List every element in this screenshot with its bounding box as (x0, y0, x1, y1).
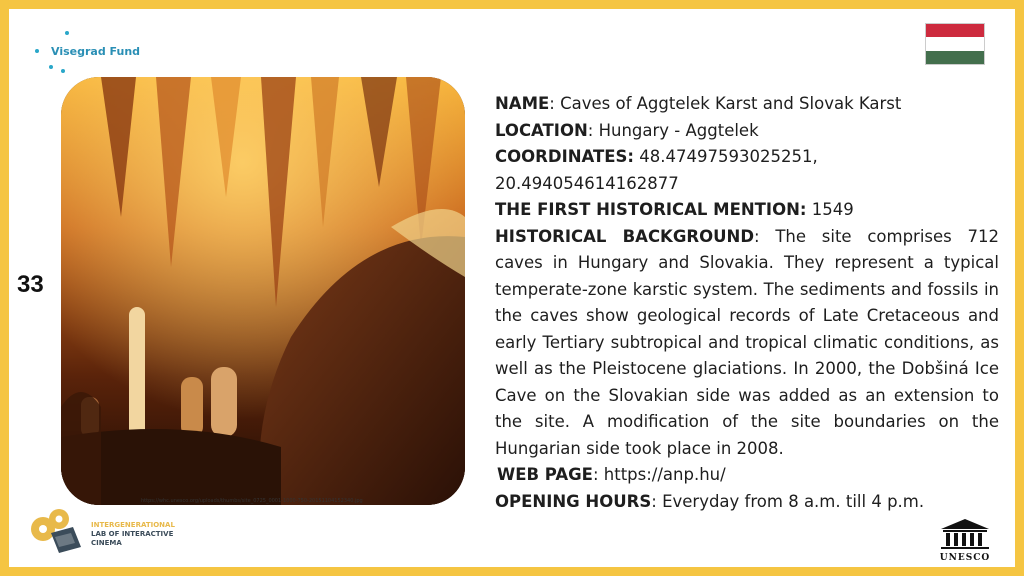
unesco-logo (937, 517, 993, 565)
coordinates-value: 48.47497593025251, 20.494054614162877 (495, 147, 818, 193)
visegrad-fund-logo (31, 21, 151, 77)
webpage-value[interactable]: : https://anp.hu/ (592, 465, 726, 484)
location-line (495, 118, 999, 145)
background-value: : The site comprises 712 caves in Hungary and Slovakia. They represent a typical temperate-zone karstic system. The sediments and fossils in the caves show geological records of Late Cretaceous and early Tertiary subtropical and tropical climatic conditions, as well as the Pleistocene glaciations. In 2000, the Dobšiná Ice Cave on the Slovakian side was added as an extension to the site. A modification of the site boundaries on the Hungarian side took place in 2008. (495, 226, 1000, 458)
background-paragraph (495, 224, 999, 463)
temple-icon (937, 517, 993, 551)
ilic-line-1: INTERGENERATIONAL (91, 521, 175, 529)
hours-value: : Everyday from 8 a.m. till 4 p.m. (651, 491, 925, 511)
slide-number: 33 (17, 271, 44, 298)
name-line (495, 91, 999, 118)
coordinates-label: COORDINATES: (495, 147, 635, 166)
first-mention-value: 1549 (806, 200, 854, 219)
background-label: HISTORICAL BACKGROUND (495, 226, 755, 246)
webpage-line (495, 462, 999, 489)
coordinates-line (495, 144, 999, 197)
location-value: : Hungary - Aggtelek (587, 120, 759, 140)
ilic-line-2: LAB OF INTERACTIVE (91, 530, 174, 538)
first-mention-label: THE FIRST HISTORICAL MENTION: (495, 200, 807, 219)
cave-photo (61, 77, 465, 505)
visegrad-fund-label: Visegrad Fund (51, 45, 141, 58)
webpage-label: WEB PAGE (497, 465, 593, 484)
name-label: NAME (495, 94, 550, 113)
site-info (495, 91, 999, 515)
photo-source-caption: https://whc.unesco.org/uploads/thumbs/site_0725_0001-1000-750-20151104152340.jpg (141, 498, 363, 504)
ilic-line-3: CINEMA (91, 539, 122, 547)
hungary-flag-icon (925, 23, 985, 65)
unesco-wordmark: UNESCO (939, 553, 991, 563)
hours-line (495, 489, 999, 516)
film-reel-icon (29, 505, 85, 555)
intergenerational-lab-logo (29, 505, 199, 557)
hours-label: OPENING HOURS (495, 491, 652, 511)
location-label: LOCATION (495, 120, 588, 140)
name-value: : Caves of Aggtelek Karst and Slovak Karst (549, 94, 902, 113)
first-mention-line (495, 197, 999, 224)
